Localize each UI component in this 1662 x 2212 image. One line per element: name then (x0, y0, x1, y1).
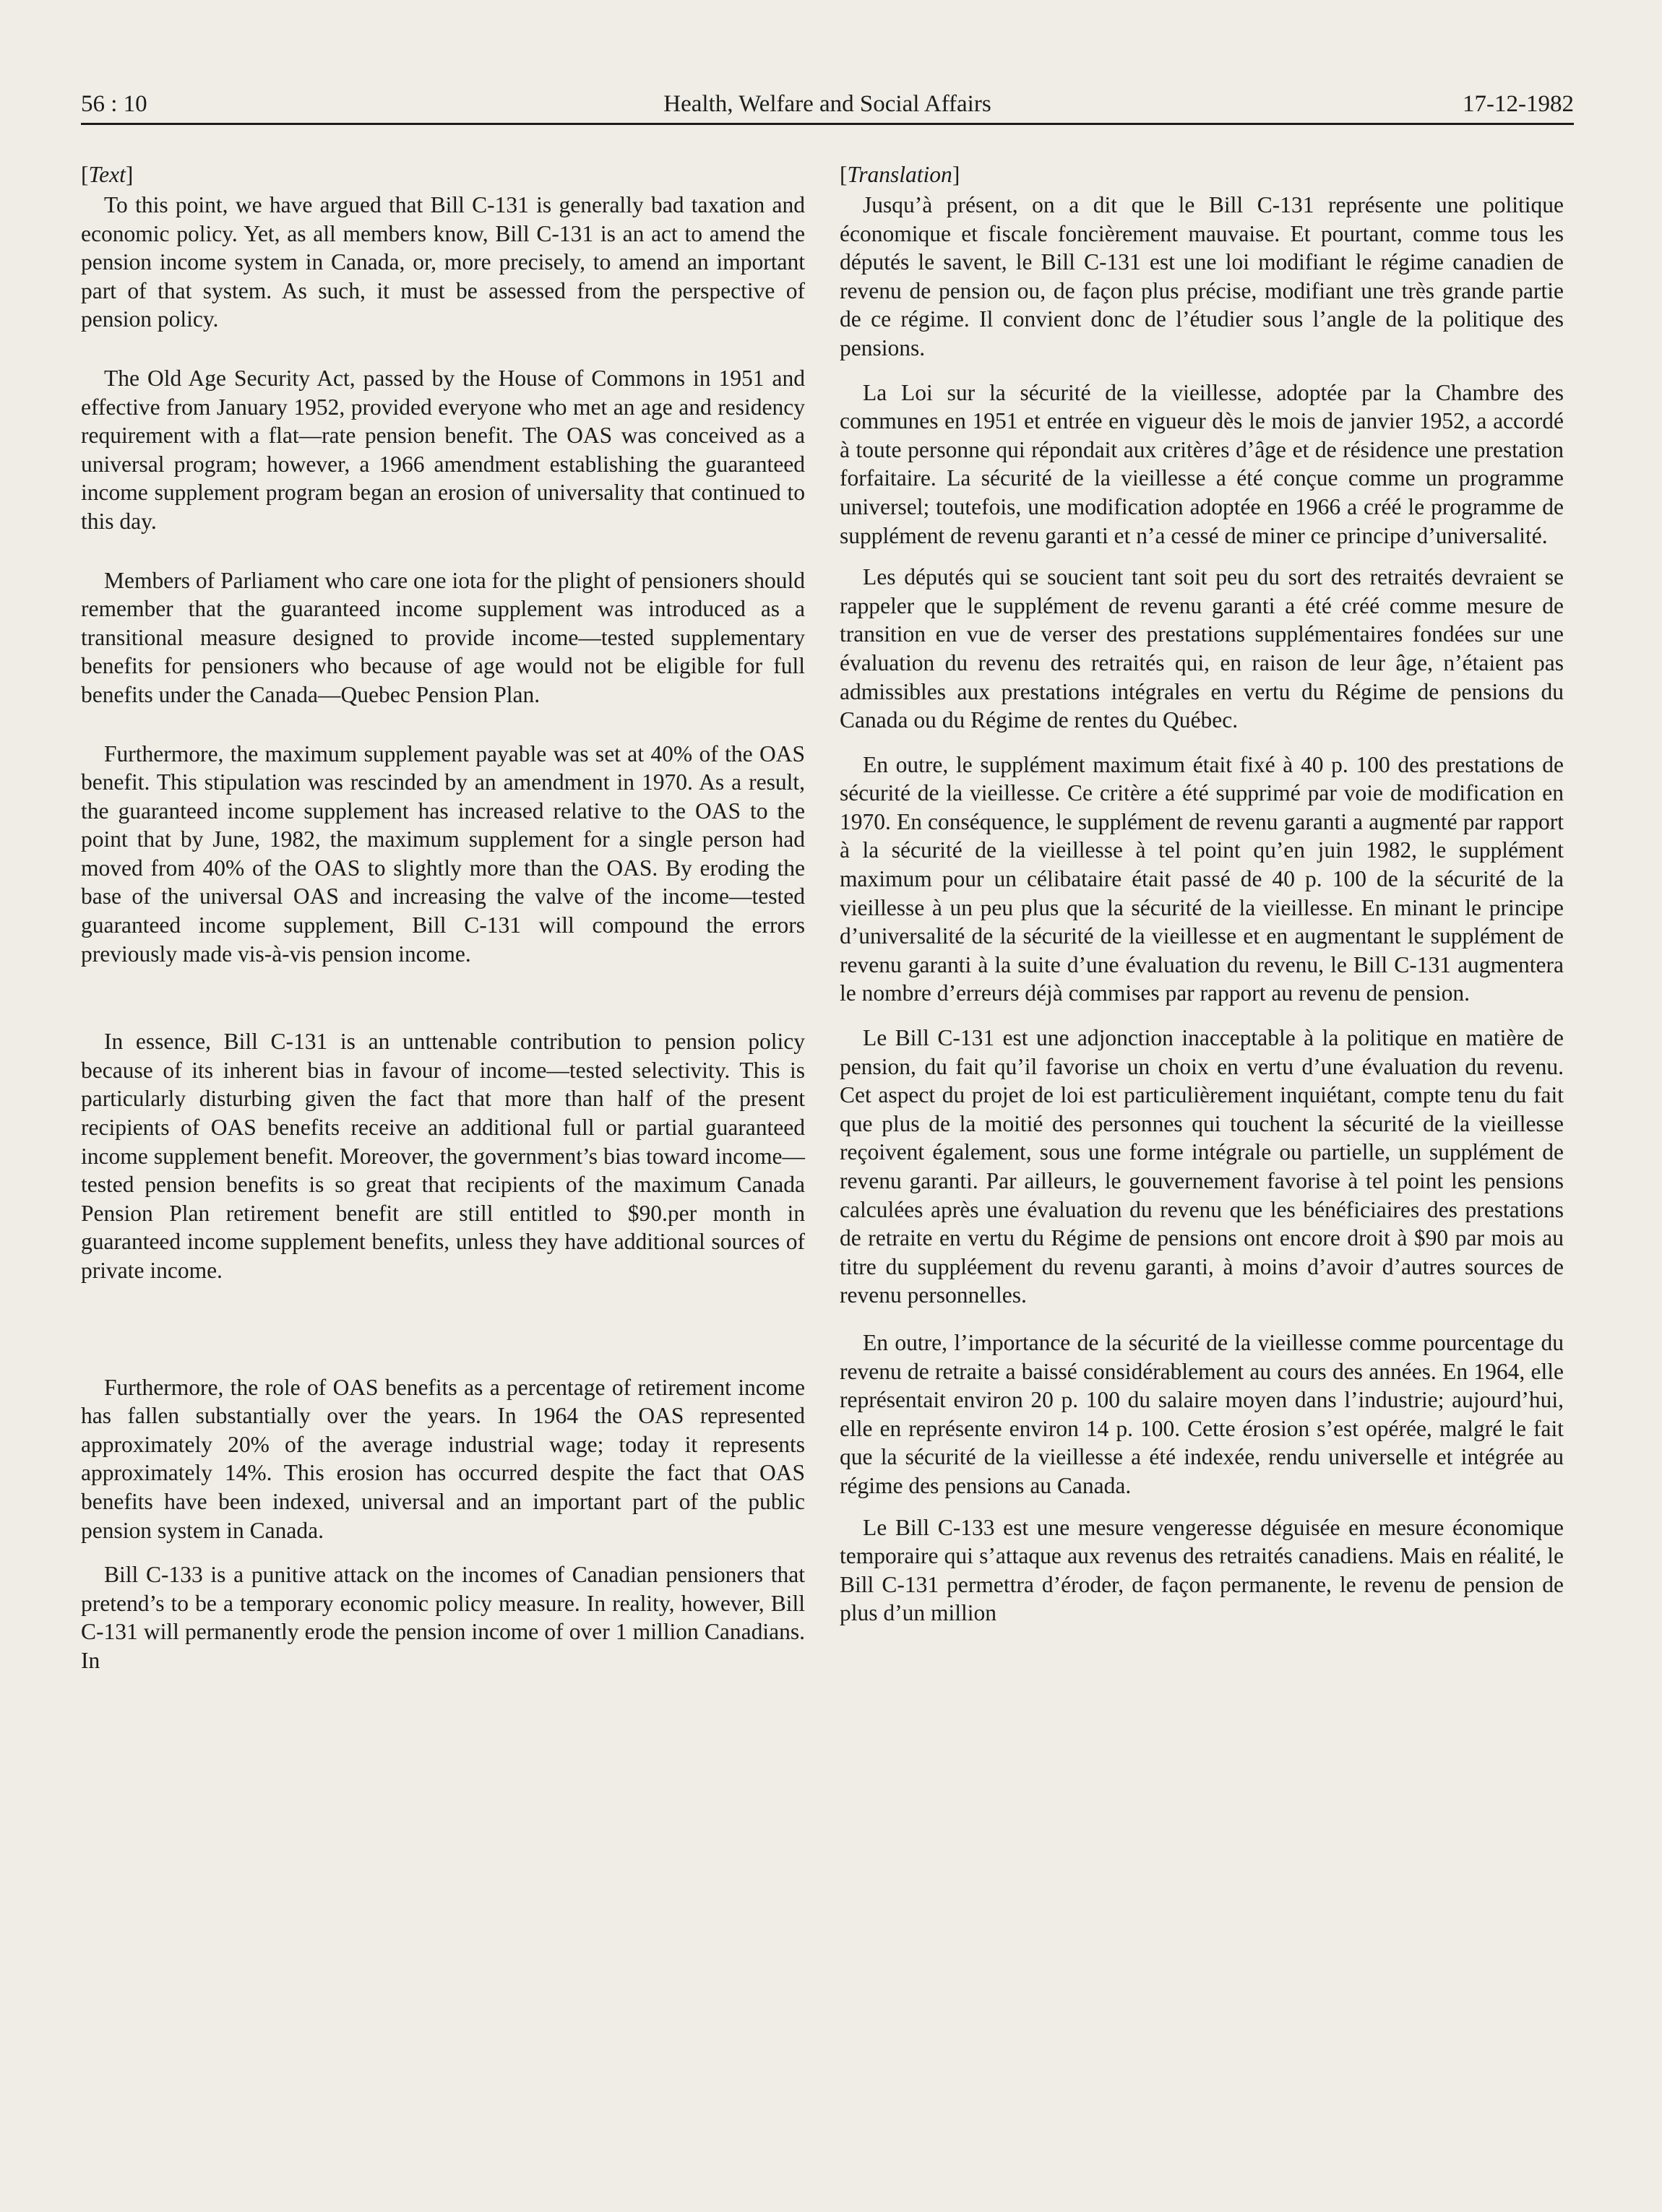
running-title: Health, Welfare and Social Affairs (663, 91, 991, 117)
english-paragraph-1: To this point, we have argued that Bill C-131 is generally bad taxation and economic policy. Yet, as all members know, Bill C-131 is an act to amend the pension income system in Canada, or, more precisely, to amend an important part of that system. As such, it must be assessed from the perspective of pension policy. (81, 192, 805, 332)
translation-label: [Translation] (840, 162, 960, 187)
french-paragraph-1: Jusqu’à présent, on a dit que le Bill C-131 représente une politique économique et fiscale foncièrement mauvaise. Et pourtant, comme tous les députés le savent, le Bill C-131 est une loi modifiant le régime canadien de revenu de pension ou, de façon plus précise, modifiant une très grande partie de ce régime. Il convient donc de l’étudier sous l’angle de la politique des pensions. (840, 192, 1564, 360)
page-number: 56 : 10 (81, 91, 147, 117)
english-paragraph-2: The Old Age Security Act, passed by the House of Commons in 1951 and effective from January 1952, provided everyone who met an age and residency requirement with a flat—rate pension benefit. The OAS was conceived as a universal program; however, a 1966 amendment establishing the guaranteed income supplement program began an erosion of universality that continued to this day. (81, 365, 805, 534)
translation-label-word: Translation (847, 162, 952, 187)
english-paragraph-5: In essence, Bill C-131 is an unttenable contribution to pension policy because of its inherent bias in favour of income—tested selectivity. This is particularly disturbing given the fact that more than half of the present recipients of OAS benefits receive an additional full or partial guaranteed income supplement benefit. Moreover, the government’s bias toward income—tested pension benefits is so great that recipients of the maximum Canada Pension Plan retirement benefit are still entitled to $90.per month in guaranteed income supplement benefits, unless they have additional sources of private income. (81, 1029, 805, 1283)
english-paragraph-6: Furthermore, the role of OAS benefits as a percentage of retirement income has fallen substantially over the years. In 1964 the OAS represented approximately 20% of the average industrial wage; today it represents approximately 14%. This erosion has occurred despite the fact that OAS benefits have been indexed, universal and an important part of the public pension system in Canada. (81, 1374, 805, 1543)
french-paragraph-4: En outre, le supplément maximum était fixé à 40 p. 100 des prestations de sécurité de la vieillesse. Ce critère a été supprimé par voie de modification en 1970. En conséquence, le supplément de revenu garanti a augmenté par rapport à la sécurité de la vieillesse à tel point qu’en juin 1982, le supplément maximum pour un célibataire était passé de 40 p. 100 de la sécurité de la vieillesse à un peu plus que la sécurité de la vieillesse. En minant le principe d’universalité de la sécurité de la vieillesse et en augmentant le supplément de revenu garanti à la suite d’une évaluation du revenu, le Bill C-131 augmentera le nombre d’erreurs déjà commises par rapport au revenu de pension. (840, 751, 1564, 1006)
french-column (840, 160, 1564, 1641)
french-paragraph-5: Le Bill C-131 est une adjonction inacceptable à la politique en matière de pension, du fait qu’il favorise un choix en vertu d’une évaluation du revenu. Cet aspect du projet de loi est particulièrement inquiétant, compte tenu du fait que plus de la moitié des personnes qui touchent la sécurité de la vieillesse reçoivent également, sous une forme intégrale ou partielle, un supplément de revenu garanti. Par ailleurs, le gouvernement favorise à tel point les pensions calculées après une évaluation du revenu que les bénéficiaires des prestations de retraite en vertu du Régime de pensions ont encore droit à $90 par mois au titre du suppléement du revenu garanti, à moins d’avoir d’autres sources de revenu personnelles. (840, 1025, 1564, 1308)
french-paragraph-3: Les députés qui se soucient tant soit peu du sort des retraités devraient se rappeler que le supplément de revenu garanti a été créé comme mesure de transition en vue de verser des prestations supplémentaires fondées sur une évaluation du revenu des retraités qui, en raison de leur âge, n’étaient pas admissibles aux prestations intégrales en vertu du Régime de pensions du Canada ou du Régime de rentes du Québec. (840, 564, 1564, 733)
french-paragraph-6: En outre, l’importance de la sécurité de la vieillesse comme pourcentage du revenu de retraite a baissé considérablement au cours des années. En 1964, elle représentait environ 20 p. 100 du salaire moyen dans l’industrie; aujourd’hui, elle en représente environ 14 p. 100. Cette érosion s’est opérée, malgré le fait que la sécurité de la vieillesse a été indexée, rendu universelle et intégrée au régime des pensions au Canada. (840, 1329, 1564, 1498)
page-header (81, 85, 1574, 127)
text-label-word: Text (88, 162, 126, 187)
english-paragraph-4: Furthermore, the maximum supplement payable was set at 40% of the OAS benefit. This stipulation was rescinded by an amendment in 1970. As a result, the guaranteed income supplement has increased relative to the OAS to the point that by June, 1982, the maximum supplement for a single person had moved from 40% of the OAS to slightly more than the OAS. By eroding the base of the universal OAS and increasing the valve of the income—tested guaranteed income supplement, Bill C-131 will compound the errors previously made vis-à-vis pension income. (81, 740, 805, 967)
text-label: [Text] (81, 162, 134, 187)
header-date: 17-12-1982 (1463, 91, 1574, 117)
english-paragraph-3: Members of Parliament who care one iota for the plight of pensioners should remember that the guaranteed income supplement was introduced as a transitional measure designed to provide income—tested supplementary benefits for pensioners who because of age would not be eligible for full benefits under the Canada—Quebec Pension Plan. (81, 567, 805, 707)
header-rule (81, 123, 1574, 125)
french-paragraph-7: Le Bill C-133 est une mesure vengeresse déguisée en mesure économique temporaire qui s’attaque aux revenus des retraités canadiens. Mais en réalité, le Bill C-131 permettra d’éroder, de façon permanente, le revenu de pension de plus d’un million (840, 1514, 1564, 1626)
english-paragraph-7: Bill C-133 is a punitive attack on the incomes of Canadian pensioners that pretend’s to be a temporary economic policy measure. In reality, however, Bill C-131 will permanently erode the pension income of over 1 million Canadians. In (81, 1562, 805, 1673)
english-column (81, 160, 805, 1675)
french-paragraph-2: La Loi sur la sécurité de la vieillesse, adoptée par la Chambre des communes en 1951 et entrée en vigueur dès le mois de janvier 1952, a accordé à toute personne qui répondait aux critères d’âge et de résidence une prestation forfaitaire. La sécurité de la vieillesse a été conçue comme un programme universel; toutefois, une modification adoptée en 1966 a créé le programme de supplément de revenu garanti et n’a cessé de miner ce principe d’universalité. (840, 379, 1564, 548)
